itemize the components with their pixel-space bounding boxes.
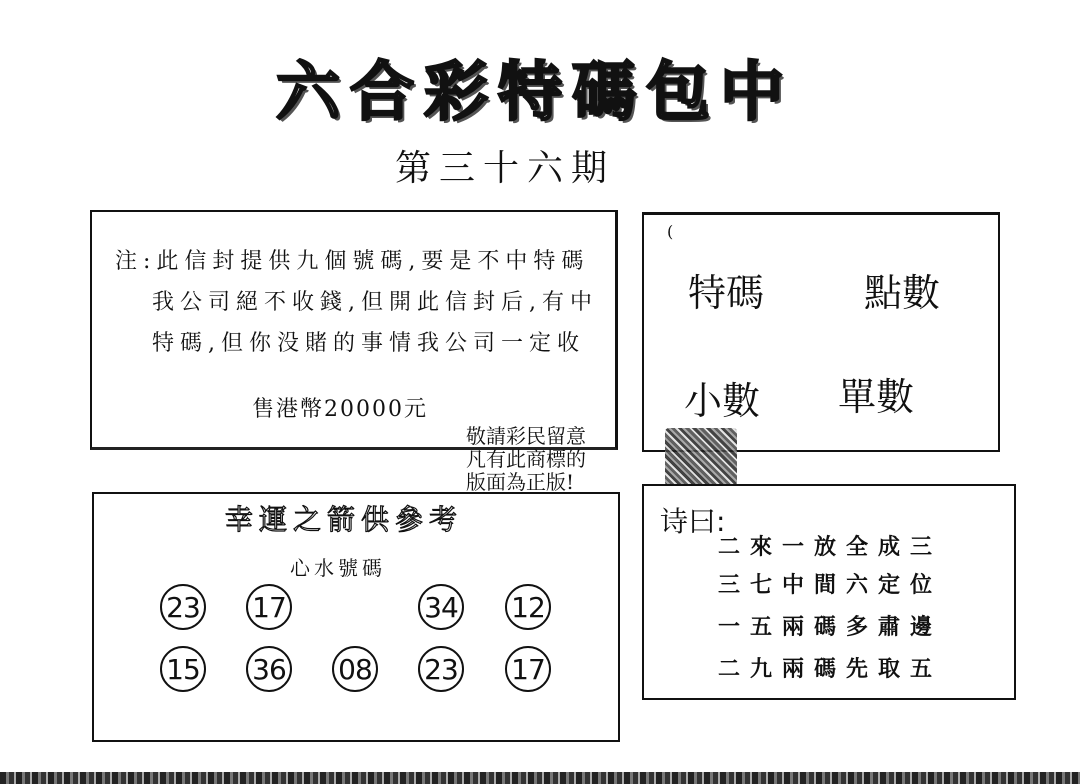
issue-number: 第三十六期	[395, 148, 616, 189]
promo-paren: (	[667, 222, 674, 241]
number-ball: 15	[160, 646, 206, 692]
promo-small-number: 小數	[684, 379, 761, 423]
number-ball: 17	[505, 646, 551, 692]
poem-line: 三七中間六定位	[718, 572, 943, 598]
lucky-subtitle: 心水號碼	[290, 556, 386, 580]
number-ball: 23	[418, 646, 464, 692]
poem-line: 二來一放全成三	[718, 534, 943, 560]
promo-points: 點數	[864, 271, 941, 315]
page-title: 六合彩特碼包中	[276, 55, 794, 130]
notice-line-2: 凡有此商標的	[466, 447, 586, 471]
poem-label: 诗曰:	[660, 505, 726, 538]
promo-odd-number: 單數	[838, 375, 915, 419]
number-ball: 34	[418, 584, 464, 630]
number-ball: 23	[160, 584, 206, 630]
notice-line-3: 版面為正版!	[466, 470, 575, 494]
promo-special-code: 特碼	[688, 271, 765, 315]
number-ball: 12	[505, 584, 551, 630]
poem-line: 一五兩碼多肅邊	[718, 614, 943, 640]
note-line-2: 我公司絕不收錢,但開此信封后,有中	[152, 290, 598, 315]
number-ball: 08	[332, 646, 378, 692]
number-ball: 17	[246, 584, 292, 630]
price-text: 售港幣20000元	[252, 397, 428, 422]
notice-line-1: 敬請彩民留意	[466, 424, 586, 448]
number-ball: 36	[246, 646, 292, 692]
note-line-1: 注:此信封提供九個號碼,要是不中特碼	[115, 249, 590, 274]
trademark-logo-icon	[665, 428, 737, 486]
scan-edge	[0, 772, 1080, 784]
note-line-3: 特碼,但你没賭的事情我公司一定收	[152, 331, 585, 356]
authenticity-notice	[466, 425, 586, 494]
lucky-title: 幸運之箭供參考	[225, 503, 464, 536]
poem-line: 二九兩碼先取五	[718, 656, 943, 682]
